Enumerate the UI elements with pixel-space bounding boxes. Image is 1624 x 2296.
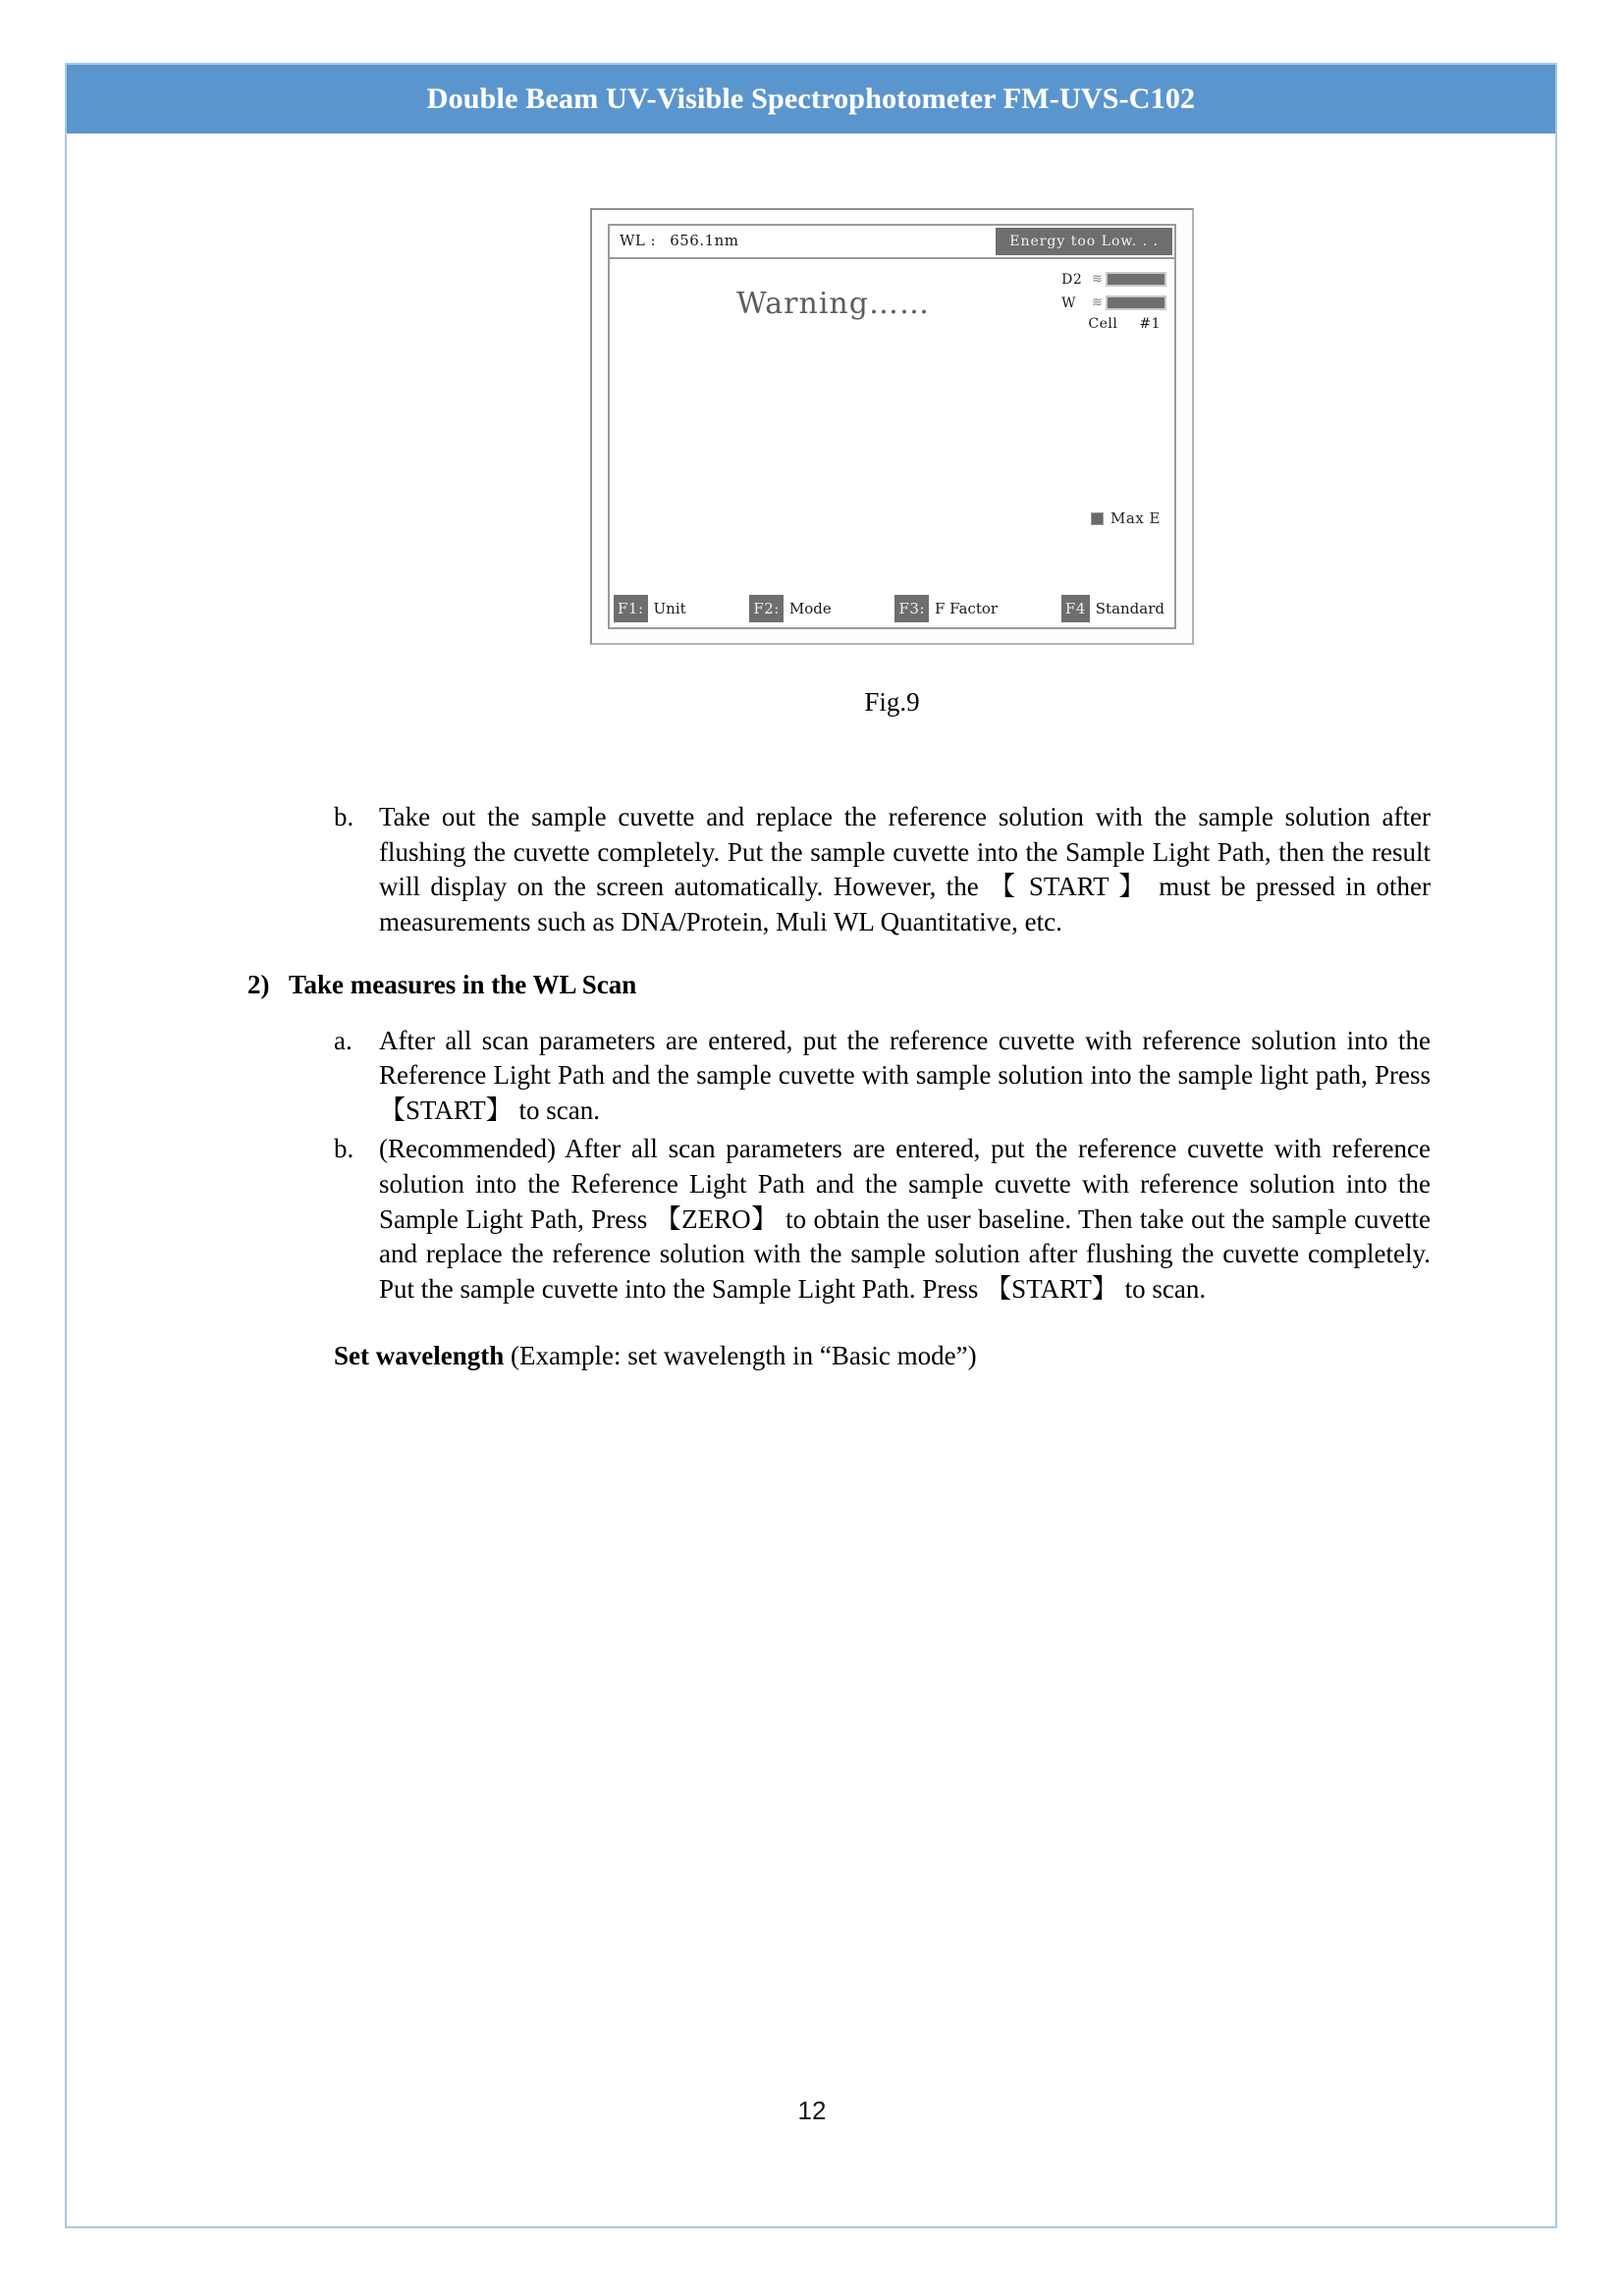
lamp-wave-icon: ≋	[1092, 295, 1103, 310]
paragraph-text-part-2: must be pressed in other measurements such as DNA/Protein, Muli WL Quantitative, etc.	[379, 872, 1431, 936]
list-item-text	[379, 1132, 1431, 1307]
cell-value: #1	[1139, 316, 1161, 332]
set-wavelength-label: Set wavelength	[334, 1340, 505, 1370]
lamp-level-bar-d2	[1106, 272, 1166, 287]
paragraph-text-part-2: to scan.	[518, 1095, 600, 1125]
list-item	[247, 1132, 1431, 1307]
section-title: Take measures in the WL Scan	[289, 969, 637, 999]
figure-caption: Fig.9	[864, 687, 920, 717]
list-item-text	[379, 1024, 1431, 1129]
section-heading	[247, 970, 1431, 1000]
list-item-text	[379, 800, 1431, 940]
key-token-start: 【START】	[985, 1273, 1118, 1304]
figure-9-device-screenshot	[590, 208, 1194, 645]
lamp-wave-icon: ≋	[1092, 272, 1103, 287]
function-key-f3-tag: F3:	[894, 595, 929, 622]
paragraph-text-part-1: After all scan parameters are entered, put the reference cuvette with reference solution into the Reference Light Path and the sample cuvette with sample solution into the sample light path, Press	[379, 1025, 1431, 1091]
square-indicator-icon	[1091, 512, 1104, 525]
max-energy-indicator	[1091, 509, 1161, 527]
set-wavelength-line	[247, 1341, 1431, 1371]
function-key-f1[interactable]	[614, 595, 692, 622]
function-key-f3-label: F Factor	[934, 600, 999, 617]
cell-label: Cell	[1088, 316, 1118, 332]
function-key-f3[interactable]	[894, 595, 1003, 622]
function-key-f2-label: Mode	[788, 600, 832, 617]
lamp-label-d2: D2	[1061, 271, 1083, 288]
function-key-f4-label: Standard	[1095, 600, 1164, 617]
document-header-banner	[67, 65, 1555, 133]
device-status-bar	[610, 226, 1174, 259]
fkey-spacer	[692, 595, 750, 622]
page-number: 12	[797, 2096, 827, 2125]
paragraph-text-part-2: to obtain the user baseline. Then take out the sample cuvette and replace the reference solution with the sample solution after flushing the cuvette completely. Put the sample cuvette into the Sample Light Path. Press	[379, 1203, 1432, 1304]
device-outer-frame	[590, 208, 1194, 645]
device-lcd-screen	[608, 224, 1176, 629]
fkey-spacer	[1003, 595, 1061, 622]
function-key-f2-tag: F2:	[749, 595, 784, 622]
paragraph-text-part-1: (Recommended) After all scan parameters are entered, put the reference cuvette with reference solution into the Reference Light Path and the sample cuvette with reference solution into the Sample Light Path, Press	[379, 1134, 1431, 1234]
set-wavelength-note: (Example: set wavelength in “Basic mode”)	[504, 1340, 977, 1370]
function-key-f4-tag: F4	[1061, 595, 1090, 622]
max-energy-label: Max E	[1110, 509, 1161, 527]
list-item	[247, 1024, 1431, 1129]
document-body	[247, 800, 1431, 1371]
section-number: 2)	[247, 969, 270, 999]
list-marker: a.	[334, 1025, 352, 1055]
lamp-label-w: W	[1061, 294, 1076, 311]
list-marker: b.	[334, 802, 354, 831]
paragraph-text-part-1: Take out the sample cuvette and replace the reference solution with the sample solution after flushing the cuvette completely. Put the sample cuvette into the Sample Light Path, then the result will display on the screen automatically. However, the	[379, 802, 1431, 902]
wavelength-label: WL :	[620, 232, 657, 249]
function-key-f1-tag: F1:	[614, 595, 648, 622]
function-key-f2[interactable]	[749, 595, 837, 622]
key-token-start: 【START】	[379, 1095, 513, 1125]
paragraph-text-part-3: to scan.	[1124, 1273, 1207, 1304]
function-key-f1-label: Unit	[653, 600, 686, 617]
wavelength-readout	[620, 232, 739, 249]
warning-message: Warning……	[736, 287, 930, 321]
function-key-f4[interactable]	[1061, 595, 1170, 622]
wavelength-value: 656.1nm	[670, 232, 739, 249]
list-item	[247, 800, 1431, 940]
fkey-spacer	[838, 595, 895, 622]
key-token-zero: 【ZERO】	[654, 1203, 779, 1234]
list-marker: b.	[334, 1134, 354, 1164]
function-key-bar	[614, 595, 1170, 622]
page-title: Double Beam UV-Visible Spectrophotometer FM-UVS-C102	[426, 82, 1196, 115]
status-message-banner: Energy too Low. . .	[996, 228, 1172, 255]
key-token-start: 【 START 】	[988, 872, 1149, 902]
